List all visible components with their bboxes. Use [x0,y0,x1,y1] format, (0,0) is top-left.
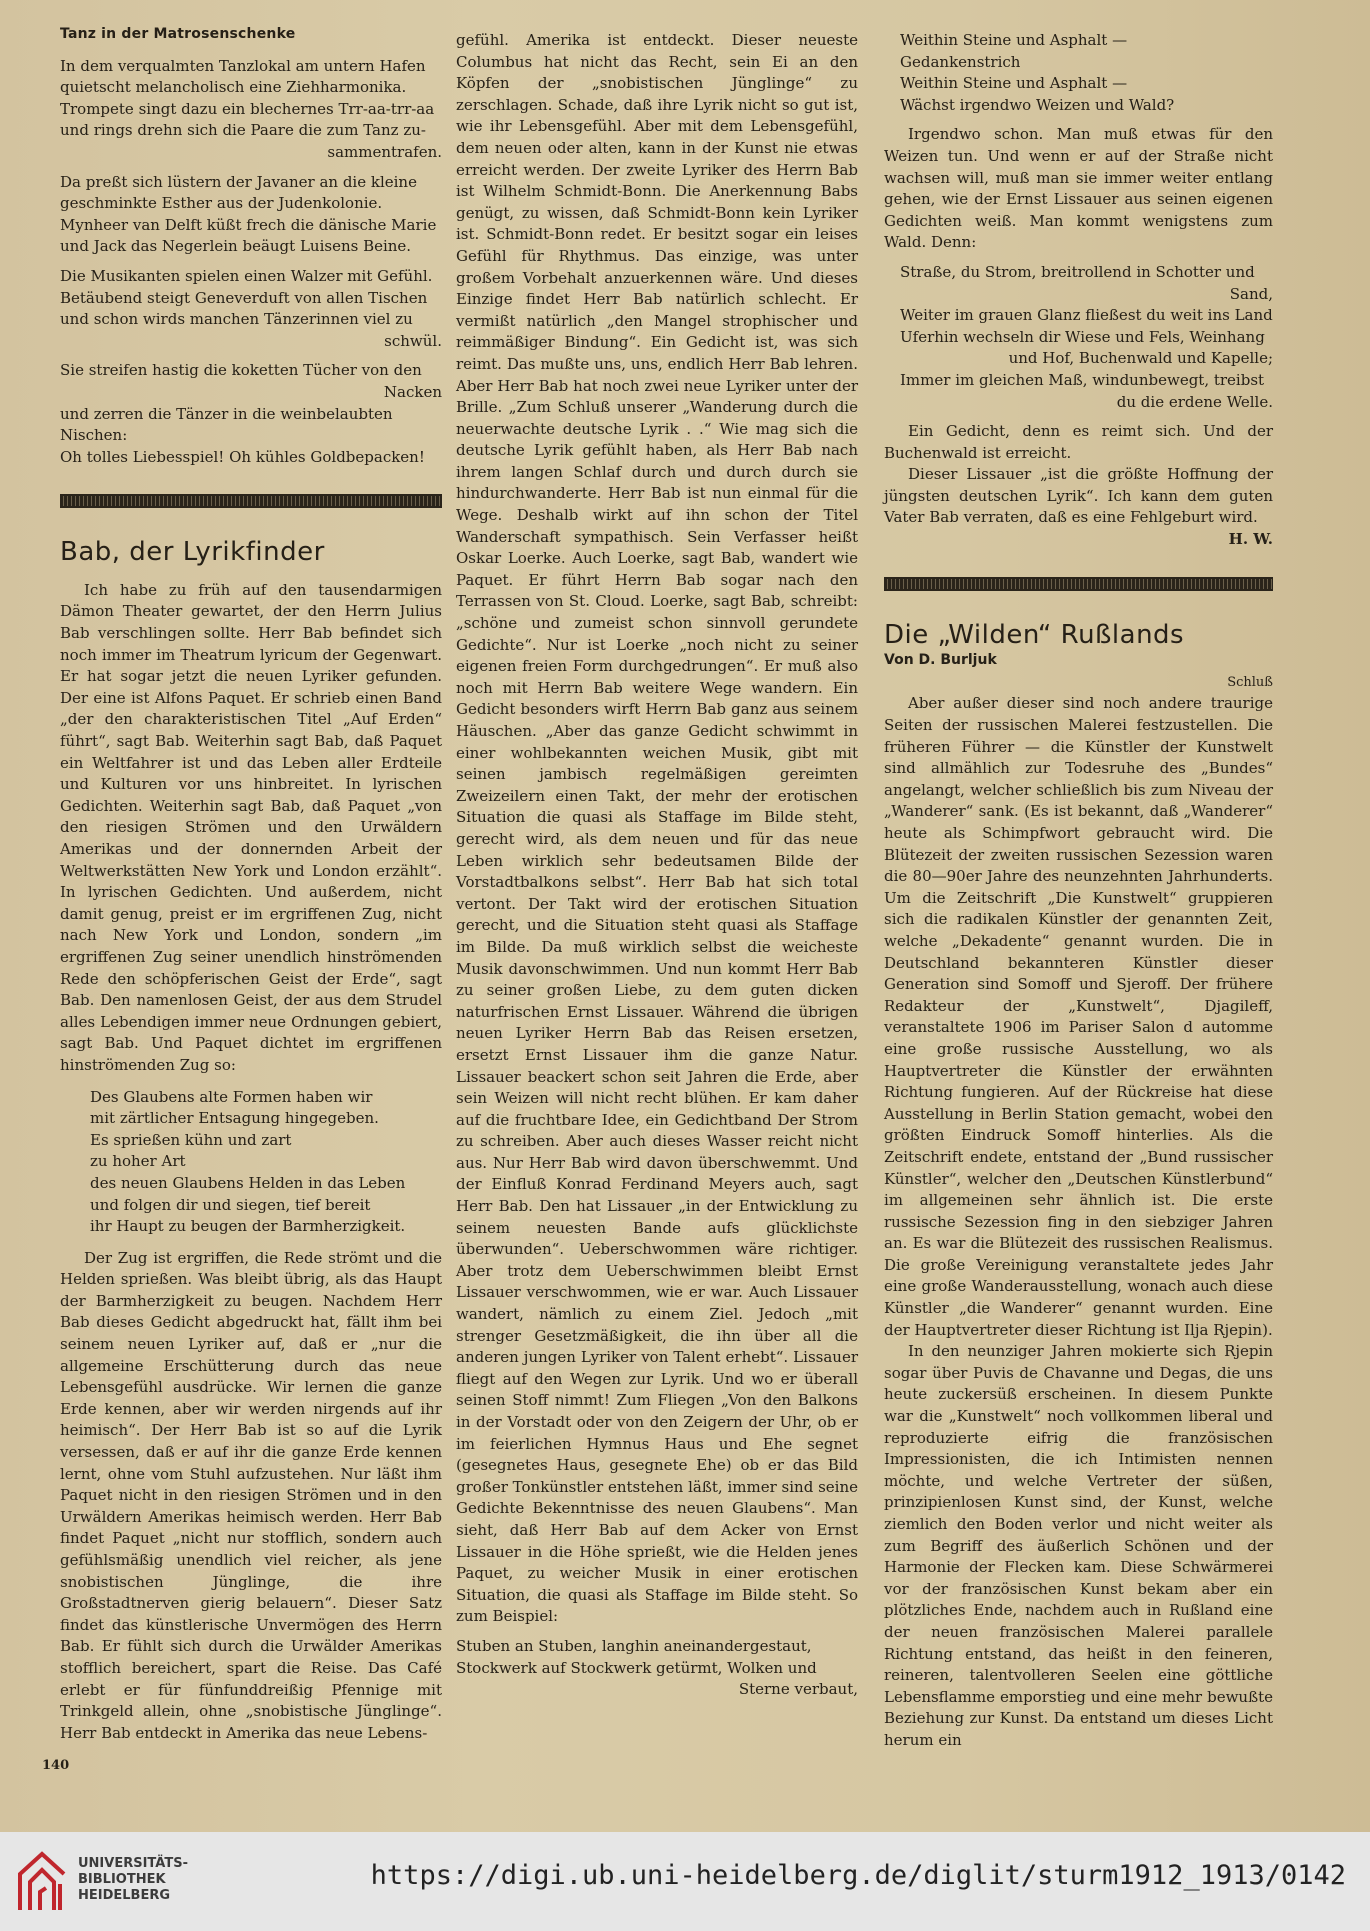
poem-line: Des Glaubens alte Formen haben wir [90,1087,373,1106]
poem-line: Weithin Steine und Asphalt — [900,74,1128,93]
poem-line: und folgen dir und siegen, tief bereit [90,1195,371,1214]
poem-title: Tanz in der Matrosenschenke [60,26,296,42]
article-paragraph: Ich habe zu früh auf den tausendarmigen Dämon Theater gewartet, der den Herrn Julius Bab verschlingen sollte. Herr Bab befindet sich noch immer im Theatrum lyricum der Gegenwart. Er hat sogar jetzt die neuen Lyriker gefunden. Der eine ist Alfons Paquet. Er schrieb einen Band „der den charakteristischen Titel „Auf Erden“ führt“, sagt Bab. Weiterhin sagt Bab, daß Paquet ein Weltfahrer ist und das Leben aller Erdteile und Kulturen vor uns hinbreitet. In lyrischen Gedichten. Weiterhin sagt Bab, daß Paquet „von den riesigen Strömen und den Urwäldern Amerikas und der donnernden Arbeit der Weltwerkstätten New York und London erzählt“. In lyrischen Gedichten. Und außerdem, nicht damit genug, preist er im ergriffenen Zug, nicht nach New York und London, sondern „im ergriffenen Zug seiner unendlich hinströmenden Rede den schöpferischen Geist der Erde“, sagt Bab. Den namenlosen Geist, der aus dem Strudel alles Lebendigen immer neue Ordnungen gebiert, sagt Bab. Und Paquet dichtet im ergriffenen hinströmenden Zug so: [60,580,442,1074]
column-right [884,30,1273,1752]
article-paragraph: Aber außer dieser sind noch andere traurige Seiten der russischen Malerei festzustellen. Die früheren Führer — die Künstler der Kunstwelt sind allmählich zur Todesruhe des „Bundes“ angelangt, welcher schließlich bis zum Niveau der „Wanderer“ sank. (Es ist bekannt, daß „Wanderer“ heute als Schimpfwort gebraucht wird. Die Blütezeit der zweiten russischen Sezession waren die 80—90er Jahre des neunzehnten Jahrhunderts. Um die Zeitschrift „Die Kunstwelt“ gruppieren sich die radikalen Künstler der genannten Zeit, welche „Dekadente“ genannt wurden. Die in Deutschland bekannteren Künstler dieser Generation sind Somoff und Sjeroff. Der frühere Redakteur der „Kunstwelt“, Djagileff, veranstaltete 1906 im Pariser Salon d automme eine große russische Ausstellung, wo als Hauptvertreter die Künstler der erwähnten Richtung fungieren. Auf der Rückreise hat diese Ausstellung in Berlin Station gemacht, wobei den größten Eindruck Somoff hinterlies. Als die Zeitschrift endete, entstand der „Bund russischer Künstler“, welcher den „Deutschen Künstlerbund“ im allgemeinen sehr ähnlich ist. Die erste russische Sezession fing in den siebziger Jahren an. Es war die Blütezeit des russischen Realismus. Die große Vereinigung veranstaltete jedes Jahr eine große Wanderausstellung, wonach auch diese Künstler „die Wanderer“ genannt wurden. Eine der Hauptvertreter dieser Richtung ist Ilja Rjepin). [884,694,1273,1339]
poem-line: Trompete singt dazu ein blechernes Trr-aa-trr-aa [60,99,435,118]
library-name-line: BIBLIOTHEK [78,1872,166,1887]
poem-line: und zerren die Tänzer in die weinbelaubten Nischen: [60,404,393,445]
article-title: Die „Wilden“ Rußlands [884,619,1185,650]
article-title: Bab, der Lyrikfinder [60,537,325,568]
library-name-line: UNIVERSITÄTS- [78,1856,188,1871]
poem-line: des neuen Glaubens Helden in das Leben [90,1173,406,1192]
poem-stanza [60,56,442,164]
poem-line: und Jack das Negerlein beäugt Luisens Beine. [60,237,412,256]
library-name [78,1856,188,1904]
poem-line: und Hof, Buchenwald und Kapelle; [1008,349,1273,368]
poem-line: Weithin Steine und Asphalt — [900,31,1128,49]
page-number: 140 [42,1758,70,1773]
poem-line: ihr Haupt zu beugen der Barmherzigkeit. [90,1217,406,1236]
poem-line: Stockwerk auf Stockwerk getürmt, Wolken und [456,1658,817,1677]
quoted-poem [884,30,1273,116]
poem-line: In dem verqualmten Tanzlokal am untern Hafen [60,56,426,75]
poem-line: Sterne verbaut, [738,1680,858,1699]
poem-line: und schon wirds manchen Tänzerinnen viel zu [60,310,413,329]
poem-line: Immer im gleichen Maß, windunbewegt, treibst [900,370,1265,389]
poem-line: Sand, [1229,284,1273,303]
poem-line: Oh tolles Liebesspiel! Oh kühles Goldbepacken! [60,447,425,466]
poem-line: mit zärtlicher Entsagung hingegeben. [90,1109,379,1128]
continuation-note: Schluß [1227,674,1273,690]
poem-line: Gedankenstrich [900,52,1021,71]
viewer-footer [0,1832,1370,1931]
quoted-poem [60,1087,442,1238]
poem-stanza [60,172,442,258]
section-divider [60,494,442,508]
byline: Von D. Burljuk [884,652,997,669]
source-url-link[interactable]: https://digi.ub.uni-heidelberg.de/diglit/sturm1912_1913/0142 [370,1860,1346,1891]
poem-line: Uferhin wechseln dir Wiese und Fels, Weinhang [900,327,1265,346]
poem-line: Stuben an Stuben, langhin aneinandergestaut, [456,1636,812,1655]
poem-line: Es sprießen kühn und zart [90,1130,292,1149]
article-paragraph: Irgendwo schon. Man muß etwas für den Weizen tun. Und wenn er auf der Straße nicht wachsen will, muß man sie immer weiter entlang gehen, wie der Ernst Lissauer aus seinen eigenen Gedichten weiß. Man kommt wenigstens zum Wald. Denn: [884,125,1273,252]
article-paragraph: In den neunziger Jahren mokierte sich Rjepin sogar über Puvis de Chavanne und Degas, die uns heute zuckersüß erscheinen. In diesem Punkte war die „Kunstwelt“ noch vollkommen liberal und reproduzierte eifrig die französischen Impressionisten, die ich Intimisten nennen möchte, und welche Vertreter der süßen, prinzipienlosen Kunst sind, der Kunst, welche ziemlich den Boden verlor und nicht weiter als zum Begriff des äußerlich Schönen und der Harmonie der Flecken kam. Diese Schwärmerei vor der französischen Kunst bekam aber ein plötzliches Ende, nachdem auch in Rußland eine der neuen französischen Malerei parallele Richtung entstand, das heißt in den feineren, reineren, talentvolleren Seelen eine göttliche Lebensflamme emporstieg und eine mehr bewußte Beziehung zur Kunst. Da entstand um dieses Licht herum ein [884,1342,1273,1749]
poem-line: Straße, du Strom, breitrollend in Schotter und [900,262,1255,281]
poem-line: Weiter im grauen Glanz fließest du weit ins Land [900,306,1273,325]
poem-line: Da preßt sich lüstern der Javaner an die kleine [60,172,417,191]
library-logo-icon [16,1848,68,1914]
column-left [60,24,442,1744]
poem-line: zu hoher Art [90,1152,186,1171]
author-signature: H. W. [1228,530,1273,549]
poem-line: Betäubend steigt Geneverduft von allen Tischen [60,288,428,307]
poem-line: du die erdene Welle. [1116,392,1273,411]
poem-line: und rings drehn sich die Paare die zum Tanz zu- [60,121,426,140]
library-name-line: HEIDELBERG [78,1888,171,1903]
section-divider [884,577,1273,591]
article-paragraph: gefühl. Amerika ist entdeckt. Dieser neueste Columbus hat nicht das Recht, sein Ei an den Köpfen der „snobistischen Jünglinge“ zu zerschlagen. Schade, daß ihre Lyrik nicht so gut ist, wie ihr Lebensgefühl. Aber mit dem Lebensgefühl, dem neuen oder alten, kann in der Kunst nie etwas erreicht werden. Der zweite Lyriker des Herrn Bab ist Wilhelm Schmidt-Bonn. Die Anerkennung Babs genügt, zu wissen, daß Schmidt-Bonn kein Lyriker ist. Schmidt-Bonn redet. Er besitzt sogar ein leises Gefühl für Rhythmus. Das einzige, was unter großem Vorbehalt anzuerkennen wäre. Und dieses Einzige findet Herr Bab natürlich schlecht. Er vermißt natürlich „den Mangel strophischer und reimmäßiger Bindung“. Ein Gedicht ist, was sich reimt. Das mußte uns, uns, endlich Herr Bab lehren. Aber Herr Bab hat noch zwei neue Lyriker unter der Brille. „Zum Schluß unserer „Wanderung durch die neuerwachte deutsche Lyrik . .“ Wie mag sich die deutsche Lyrik gefühlt haben, als Herr Bab nach ihrem langen Schlaf durch und durch durch sie hindurchwanderte. Herr Bab ist nun einmal für die Wege. Deshalb wirkt auf ihn schon der Titel Wanderschaft sympathisch. Sein Verfasser heißt Oskar Loerke. Auch Loerke, sagt Bab, wandert wie Paquet. Er führt Herrn Bab sogar nach den Terrassen von St. Cloud. Loerke, sagt Bab, schreibt: „schöne und zumeist schon sinnvoll gerundete Gedichte“. Nur ist Loerke „noch nicht zu seiner eigenen freien Form durchgedrungen“. Er muß also noch mit Herrn Bab weitere Wege wandern. Ein Gedicht besonders wirft Herrn Bab ganz aus seinem Häuschen. „Aber das ganze Gedicht schwimmt in einer wohlbekannten weichen Musik, gibt mit seinen jambisch regelmäßigen gereimten Zweizeilern einen Takt, der mehr der erotischen Situation die quasi als Staffage im Bilde steht, gerecht wird, als dem neuen und für das neue Leben wirklich sehr bedeutsamen Bilde der Vorstadtbalkons selbst“. Herr Bab hat sich total vertont. Der Takt wird der erotischen Situation gerecht, und die Situation steht quasi als Staffage im Bilde. Da muß wirklich selbst die weicheste Musik davonschwimmen. Und nun kommt Herr Bab zu seiner großen Liebe, zu dem guten dicken naturfrischen Ernst Lissauer. Während die übrigen neuen Lyriker Herrn Bab das Reisen ersetzen, ersetzt Ernst Lissauer ihm die ganze Natur. Lissauer beackert schon seit Jahren die Erde, aber sein Weizen will nicht recht blühen. Er kam daher auf die fruchtbare Idee, ein Gedichtband Der Strom zu schreiben. Aber auch dieses Wasser reicht nicht aus. Nur Herr Bab wird davon überschwemmt. Und der Einfluß Konrad Ferdinand Meyers auch, sagt Herr Bab. Den hat Lissauer „in der Entwicklung zu seinem neuesten Bande aufs glücklichste überwunden“. Ueberschwommen wäre richtiger. Aber trotz dem Ueberschwimmen bleibt Ernst Lissauer verschwommen, wie er war. Auch Lissauer wandert, nämlich zu einem Ziel. Jedoch „mit strenger Gesetzmäßigkeit, die ihn über all die anderen jungen Lyriker von Talent erhebt“. Lissauer fliegt auf den Wegen zur Lyrik. Und wo er überall seinen Stoff nimmt! Zum Fliegen „Von den Balkons in der Vorstadt oder von den Zeigern der Uhr, ob er im feierlichen Hymnus Haus und Ehe segnet (gesegnetes Haus, gesegnete Ehe) ob er das Bild großer Tonkünstler entstehen läßt, immer sind seine Gedichte Bekenntnisse des neuen Glaubens“. Man sieht, daß Herr Bab auf dem Acker von Ernst Lissauer in die Höhe sprießt, wie die Helden jenes Paquet, zu weicher Musik in einer erotischen Situation, die quasi als Staffage im Bilde steht. So zum Beispiel: [456,31,858,1626]
poem-line: Die Musikanten spielen einen Walzer mit Gefühl. [60,266,433,285]
article-paragraph: Dieser Lissauer „ist die größte Hoffnung der jüngsten deutschen Lyrik“. Ich kann dem guten Vater Bab verraten, daß es eine Fehlgeburt wird. [884,465,1273,527]
poem-stanza [60,266,442,352]
poem-line: Mynheer van Delft küßt frech die dänische Marie [60,215,437,234]
poem-line: sammentrafen. [327,142,442,161]
poem-line: quietscht melancholisch eine Ziehharmonika. [60,78,407,97]
article-paragraph: Der Zug ist ergriffen, die Rede strömt und die Helden sprießen. Was bleibt übrig, als das Haupt der Barmherzigkeit zu beugen. Nachdem Herr Bab dieses Gedicht abgedruckt hat, fällt ihm bei seinem neuen Lyriker auf, daß er „nur die allgemeine Erschütterung durch das neue Lebensgefühl ausdrücke. Wir lernen die ganze Erde kennen, aber wir werden nirgends auf ihr heimisch“. Der Herr Bab ist so auf die Lyrik versessen, daß er auf ihr die ganze Erde kennen lernt, ohne vom Stuhl aufzustehen. Nur läßt ihm Paquet nicht in den riesigen Strömen und in den Urwäldern Amerikas heimisch werden. Herr Bab findet Paquet „nicht nur stofflich, sondern auch gefühlsmäßig unendlich viel reicher, als jene snobistischen Jünglinge, die ihre Großstadtnerven gierig belauern“. Dieser Satz findet das künstlerische Unvermögen des Herrn Bab. Er fühlt sich durch die Urwälder Amerikas stofflich bereichert, spart die Reise. Das Café erlebt er für fünfunddreißig Pfennige mit Trinkgeld allein, ohne „snobistische Jünglinge“. Herr Bab entdeckt in Amerika das neue Lebens- [60,1248,442,1742]
article-paragraph: Ein Gedicht, denn es reimt sich. Und der Buchenwald ist erreicht. [884,422,1273,462]
poem-line: Sie streifen hastig die koketten Tücher von den [60,361,422,380]
poem-stanza [60,360,442,468]
quoted-poem [884,262,1273,413]
poem-line: Nacken [383,382,442,401]
column-middle [456,30,858,1709]
poem-line: schwül. [384,331,442,350]
poem-line: geschminkte Esther aus der Judenkolonie. [60,194,383,213]
poem-line: Wächst irgendwo Weizen und Wald? [900,95,1175,114]
quoted-poem [456,1636,858,1701]
